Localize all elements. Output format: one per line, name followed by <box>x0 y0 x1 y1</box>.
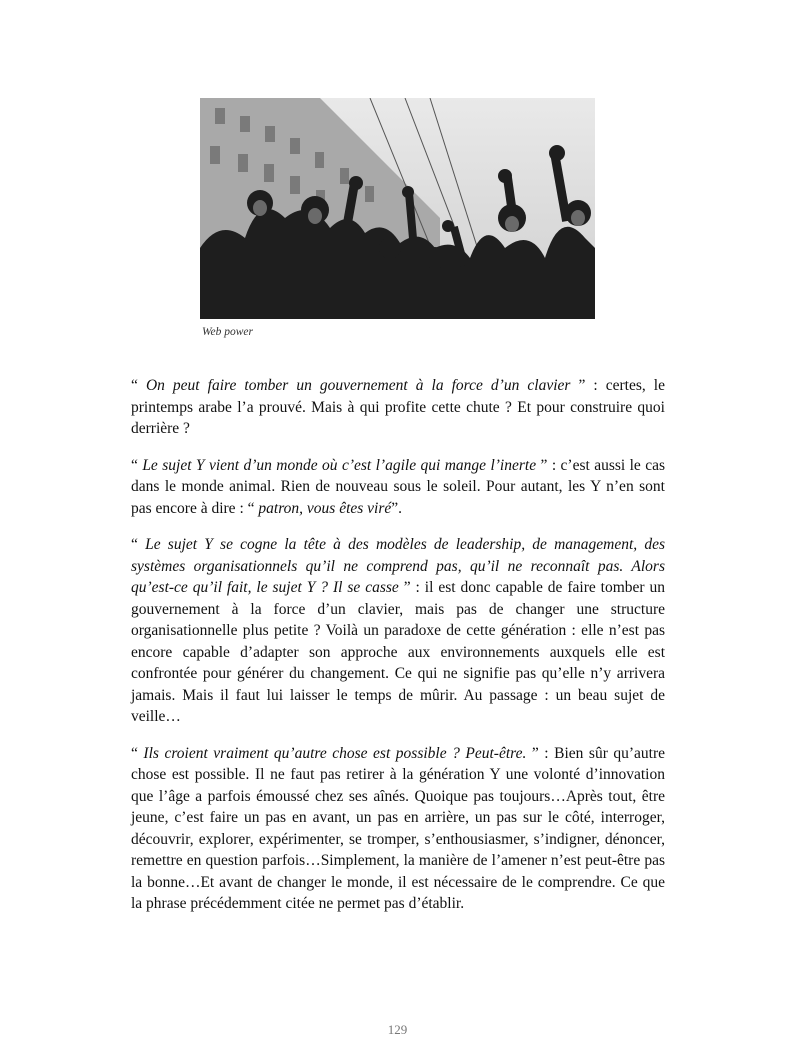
page-number: 129 <box>387 1022 408 1037</box>
body-text <box>131 375 665 930</box>
protest-crowd-image <box>200 98 595 319</box>
quote-text-2: patron, vous êtes viré <box>258 499 392 517</box>
open-quote: “ <box>131 456 138 474</box>
paragraph-4 <box>131 743 665 915</box>
close-quote: ” <box>531 744 539 762</box>
paragraph-text: : Bien sûr qu’autre chose est possible. Il ne faut pas retirer à la génération Y une volonté d’innovation que l’âge a parfois émoussé chez ses aînés. Quoique pas toujours…Après tout, être jeune, c’est faire un pas en avant, un pas en arrière, un pas sur le côté, interroger, découvrir, explorer, expérimenter, se tromper, s’enthousiasmer, s’indigner, dénoncer, remettre en question parfois…Simplement, la manière de l’amener n’est peut-être pas la bonne…Et avant de changer le monde, il est nécessaire de le comprendre. Ce que la phrase précédemment citée ne permet pas d’établir. <box>131 744 666 912</box>
paragraph-text: : c’est aussi le cas dans le monde animal. Rien de nouveau sous le soleil. Pour autant, les Y n’en sont pas encore à dire : “ <box>131 456 666 517</box>
paragraph-3 <box>131 534 665 728</box>
quote-text: Ils croient vraiment qu’autre chose est possible ? Peut-être. <box>143 744 527 762</box>
quote-text: On peut faire tomber un gouvernement à la force d’un clavier <box>145 377 571 394</box>
protest-photo <box>200 98 595 319</box>
close-quote: ” <box>403 579 411 596</box>
paragraph-1 <box>131 375 665 440</box>
open-quote: “ <box>131 744 138 762</box>
paragraph-2 <box>131 455 665 520</box>
quote-text: Le sujet Y se cogne la tête à des modèles de leadership, de management, des systèmes organisationnels qu’il ne comprend pas, qu’il ne reconnaît pas. Alors qu’est-ce qu’il fait, le sujet Y ? Il se casse <box>131 536 666 596</box>
figure-caption: Web power <box>202 326 254 338</box>
paragraph-end: ”. <box>391 499 403 517</box>
close-quote: ” <box>578 377 586 394</box>
quote-text: Le sujet Y vient d’un monde où c’est l’agile qui mange l’inerte <box>142 456 537 474</box>
close-quote: ” <box>540 456 548 474</box>
paragraph-text: : certes, le printemps arabe l’a prouvé. Mais à qui profite cette chute ? Et pour construire quoi derrière ? <box>131 377 665 437</box>
paragraph-text: : il est donc capable de faire tomber un gouvernement à la force d’un clavier, mais pas de changer une structure organisationnelle plus petite ? Voilà un paradoxe de cette génération : elle n’est pas encore capable d’adapter son approche aux environnements auxquels elle est confrontée pour générer du changement. Ce qui ne signifie pas qu’elle n’y arrivera jamais. Mais il faut lui laisser le temps de mûrir. Au passage : un beau sujet de veille… <box>131 579 666 725</box>
open-quote: “ <box>131 536 138 553</box>
open-quote: “ <box>131 377 138 394</box>
